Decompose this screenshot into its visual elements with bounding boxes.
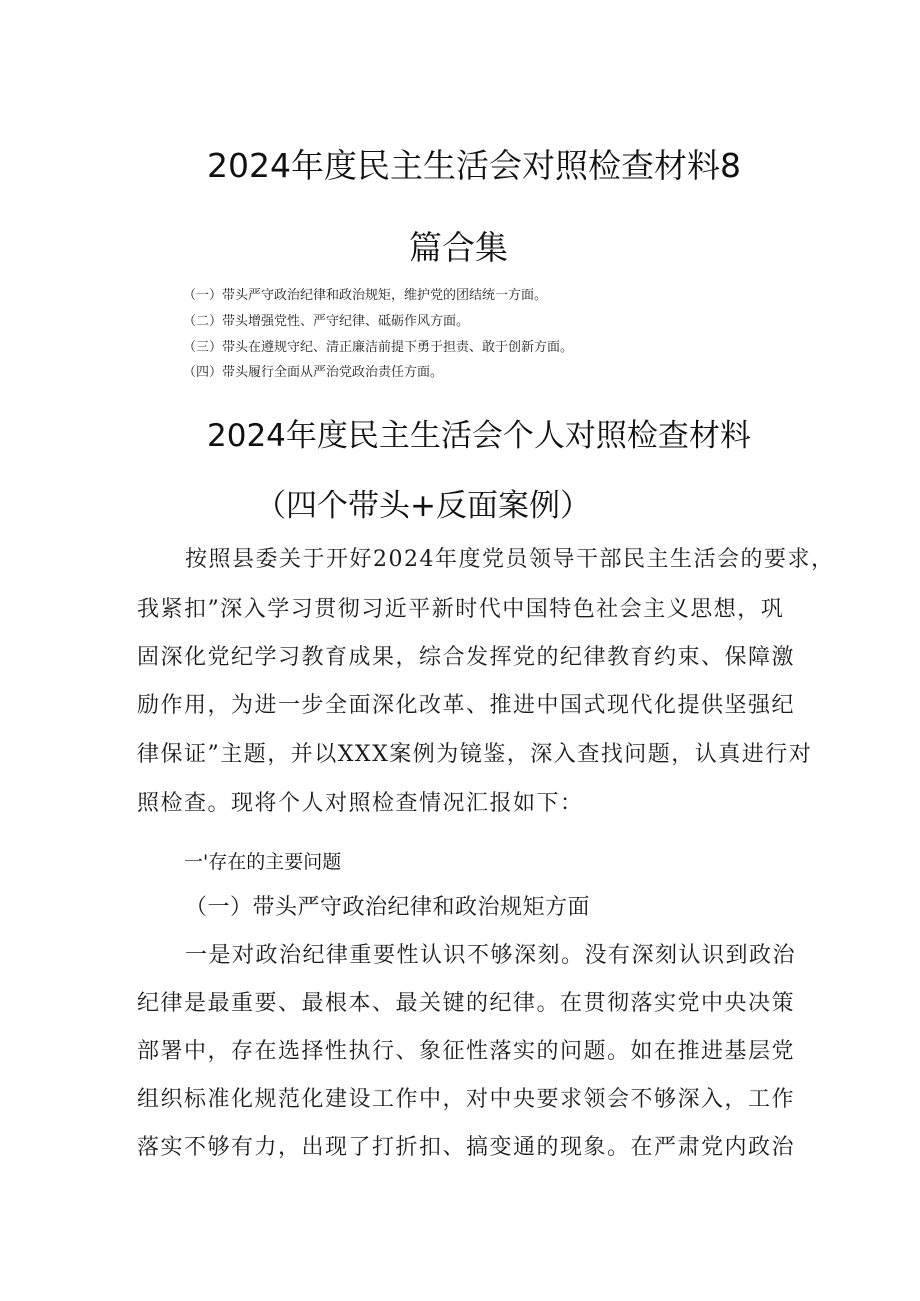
subtitle-line-2: （四个带头+反面案例） — [255, 488, 591, 524]
paragraph-line: 组织标准化规范化建设工作中，对中央要求领会不够深入，工作 — [137, 1087, 796, 1112]
paragraph-line: 固深化党纪学习教育成果，综合发挥党的纪律教育约束、保障激 — [137, 645, 796, 670]
paragraph-line: 按照县委关于开好2024年度党员领导干部民主生活会的要求， — [185, 547, 835, 572]
toc-item: （三）带头在遵规守纪、清正廉洁前提下勇于担责、敢于创新方面。 — [183, 340, 574, 355]
paragraph-line: 落实不够有力，出现了打折扣、搞变通的现象。在严肃党内政治 — [137, 1135, 796, 1160]
paragraph-line: 纪律是最重要、最根本、最关键的纪律。在贯彻落实党中央决策 — [137, 991, 796, 1016]
toc-item: （四）带头履行全面从严治党政治责任方面。 — [183, 365, 444, 380]
paragraph-line: 律保证”主题，并以XXX案例为镜鉴，深入查找问题，认真进行对 — [137, 742, 813, 767]
paragraph-line: 我紧扣”深入学习贯彻习近平新时代中国特色社会主义思想，巩 — [137, 597, 785, 622]
section-heading: 一'存在的主要问题 — [184, 851, 342, 873]
toc-item: （二）带头增强党性、严守纪律、砥砺作风方面。 — [183, 314, 470, 329]
paragraph-line: 部署中，存在选择性执行、象征性落实的问题。如在推进基层党 — [137, 1039, 796, 1064]
document-title-line-1: 2024年度民主生活会对照检查材料8 — [207, 146, 741, 185]
toc-item: （一）带头严守政治纪律和政治规矩，维护党的团结统一方面。 — [183, 288, 548, 303]
paragraph-line: 励作用，为进一步全面深化改革、推进中国式现代化提供坚强纪 — [137, 693, 796, 718]
document-title-line-2: 篇合集 — [409, 228, 508, 267]
subsection-heading: （一）带头严守政治纪律和政治规矩方面 — [185, 895, 591, 920]
paragraph-line: 照检查。现将个人对照检查情况汇报如下： — [137, 791, 584, 816]
paragraph-line: 一是对政治纪律重要性认识不够深刻。没有深刻认识到政治 — [185, 943, 797, 968]
subtitle-line-1: 2024年度民主生活会个人对照检查材料 — [207, 418, 751, 454]
